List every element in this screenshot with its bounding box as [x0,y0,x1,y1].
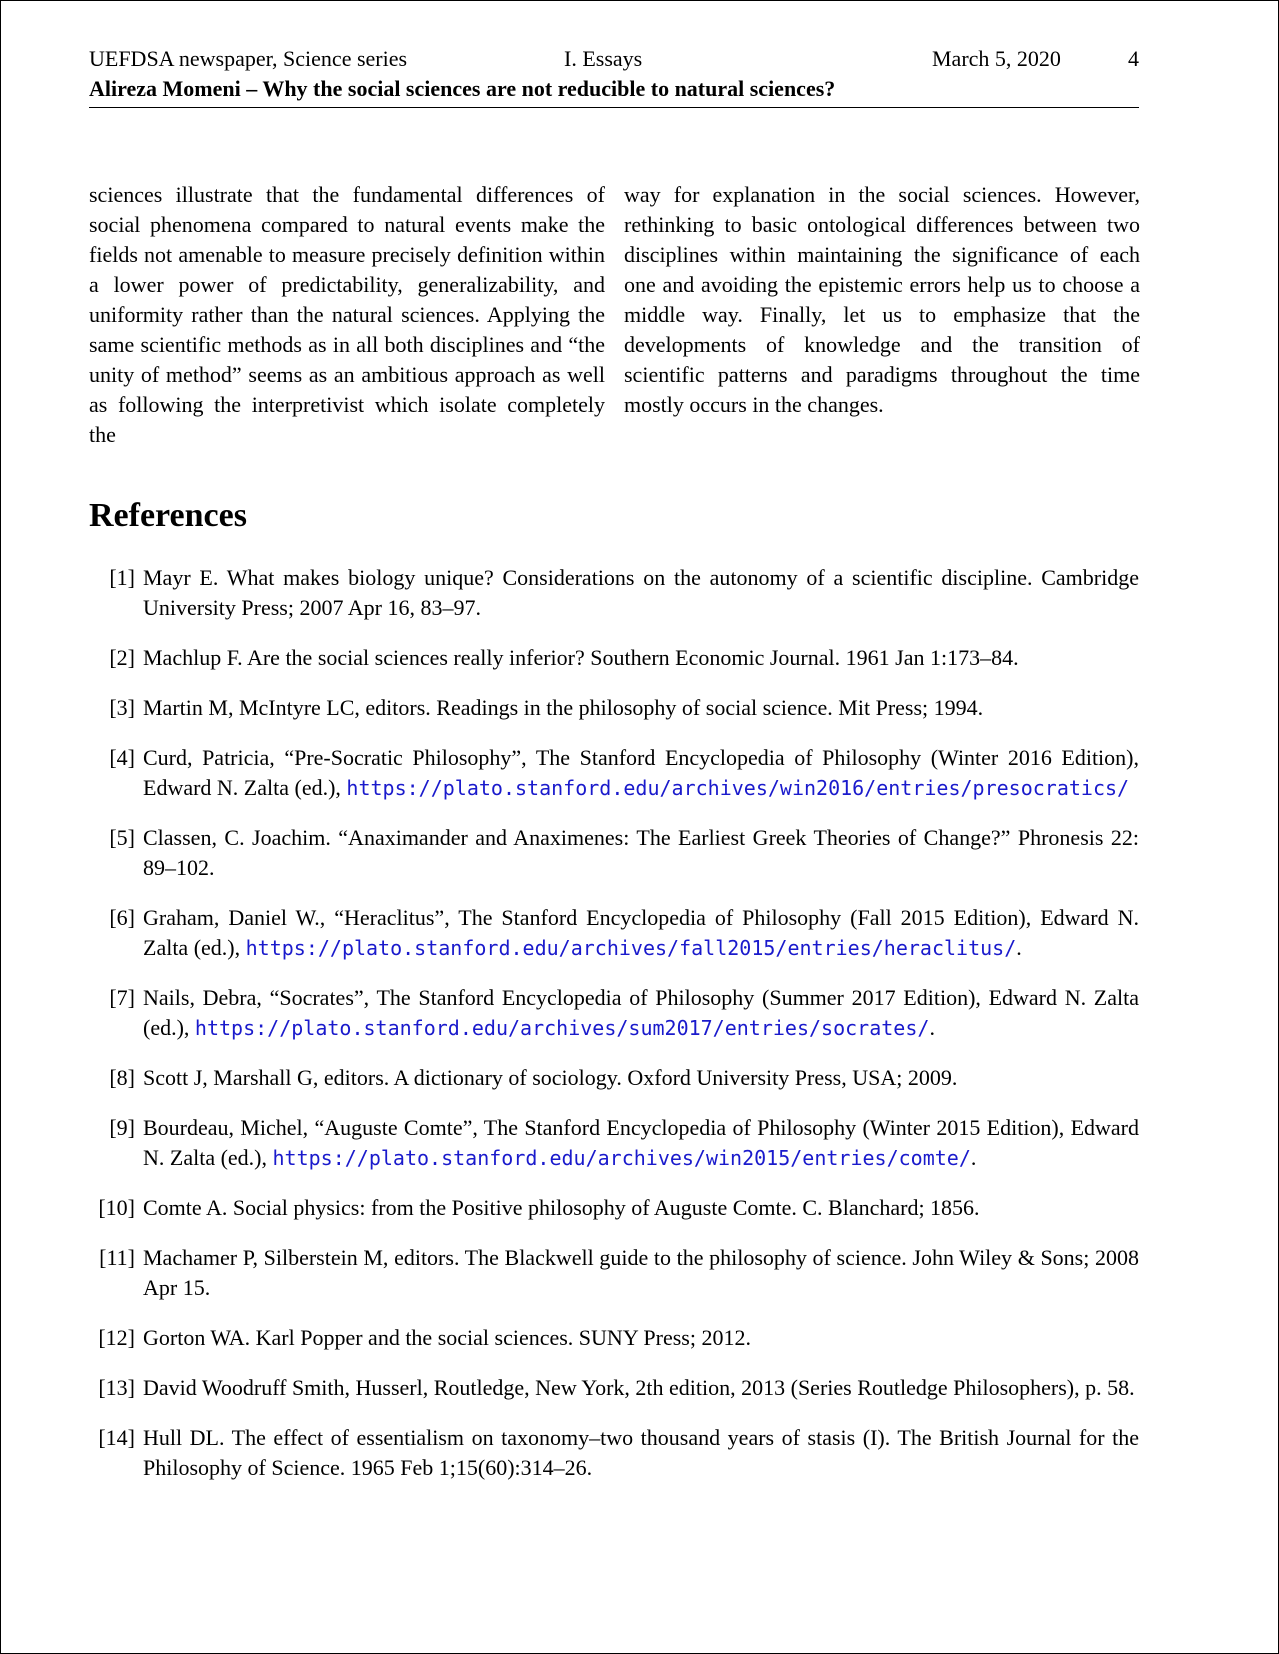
reference-number: [10] [98,1195,135,1220]
reference-tail: . [929,1015,935,1040]
reference-link[interactable]: https://plato.stanford.edu/archives/win2015/entries/comte/ [272,1146,971,1170]
reference-item [89,693,1139,723]
reference-item [89,563,1139,623]
reference-number: [7] [109,985,135,1010]
reference-text: Curd, Patricia, “Pre-Socratic Philosophy”, The Stanford Encyclopedia of Philosophy (Winter 2016 Edition), Edward N. Zalta (ed.), [143,745,1139,800]
header-rule [89,107,1139,108]
reference-link[interactable]: https://plato.stanford.edu/archives/win2016/entries/presocratics/ [346,776,1130,800]
reference-item [89,1193,1139,1223]
reference-number: [11] [99,1245,135,1270]
reference-text: Machamer P, Silberstein M, editors. The Blackwell guide to the philosophy of science. John Wiley & Sons; 2008 Apr 15. [143,1245,1139,1300]
reference-text: Mayr E. What makes biology unique? Considerations on the autonomy of a scientific discipline. Cambridge University Press; 2007 Apr 16, 83–97. [143,565,1139,620]
reference-tail: . [970,1145,977,1170]
reference-item [89,743,1139,803]
reference-text: Hull DL. The effect of essentialism on taxonomy–two thousand years of stasis (I). The British Journal for the Philosophy of Science. 1965 Feb 1;15(60):314–26. [143,1425,1139,1480]
reference-number: [9] [109,1115,135,1140]
reference-text: David Woodruff Smith, Husserl, Routledge, New York, 2th edition, 2013 (Series Routledge Philosophers), p. 58. [143,1375,1135,1400]
reference-number: [4] [109,745,135,770]
reference-item [89,823,1139,883]
reference-text: Comte A. Social physics: from the Positive philosophy of Auguste Comte. C. Blanchard; 1856. [143,1195,980,1220]
reference-text: Bourdeau, Michel, “Auguste Comte”, The Stanford Encyclopedia of Philosophy (Winter 2015 Edition), Edward N. Zalta (ed.), [143,1115,1139,1170]
header-series: UEFDSA newspaper, Science series [89,46,408,71]
header-date: March 5, 2020 [932,46,1061,71]
header-section: I. Essays [564,46,643,71]
references-list [89,563,1139,1503]
reference-number: [13] [98,1375,135,1400]
header-meta-row [89,44,1139,74]
reference-number: [12] [98,1325,135,1350]
reference-link[interactable]: https://plato.stanford.edu/archives/fall2015/entries/heraclitus/ [245,936,1017,960]
article-title: Alireza Momeni – Why the social sciences are not reducible to natural sciences? [89,76,836,101]
reference-item [89,983,1139,1043]
reference-item [89,1063,1139,1093]
reference-item [89,1243,1139,1303]
reference-number: [3] [109,695,135,720]
reference-item [89,643,1139,673]
reference-number: [2] [109,645,135,670]
reference-text: Nails, Debra, “Socrates”, The Stanford Encyclopedia of Philosophy (Summer 2017 Edition), Edward N. Zalta (ed.), [143,985,1139,1040]
reference-text: Classen, C. Joachim. “Anaximander and Anaximenes: The Earliest Greek Theories of Change?” Phronesis 22: 89–102. [143,825,1139,880]
running-header [89,44,1139,104]
reference-item [89,1113,1139,1173]
reference-text: Gorton WA. Karl Popper and the social sciences. SUNY Press; 2012. [143,1325,751,1350]
reference-text: Scott J, Marshall G, editors. A dictionary of sociology. Oxford University Press, USA; 2009. [143,1065,958,1090]
reference-link[interactable]: https://plato.stanford.edu/archives/sum2017/entries/socrates/ [194,1016,930,1040]
reference-item [89,1323,1139,1353]
reference-item [89,1423,1139,1483]
reference-text: Machlup F. Are the social sciences really inferior? Southern Economic Journal. 1961 Jan 1:173–84. [143,645,1019,670]
reference-text: Martin M, McIntyre LC, editors. Readings in the philosophy of social science. Mit Press; 1994. [143,695,984,720]
reference-number: [6] [109,905,135,930]
reference-number: [8] [109,1065,135,1090]
left-column-text: sciences illustrate that the fundamental differences of social phenomena compared to natural events make the fields not amenable to measure precisely definition within a lower power of predictability, generalizability, and uniformity rather than the natural sciences. Applying the same scientific methods as in all both disciplines and “the unity of method” seems as an ambitious approach as well as following the interpretivist which isolate completely the [89,182,605,447]
reference-number: [1] [109,565,135,590]
reference-tail: . [1016,935,1022,960]
reference-item [89,1373,1139,1403]
reference-number: [14] [98,1425,135,1450]
reference-number: [5] [109,825,135,850]
reference-text: Graham, Daniel W., “Heraclitus”, The Stanford Encyclopedia of Philosophy (Fall 2015 Edition), Edward N. Zalta (ed.), [143,905,1139,960]
references-heading: References [89,497,247,534]
right-column-text: way for explanation in the social sciences. However, rethinking to basic ontological differences between two disciplines within maintaining the significance of each one and avoiding the epistemic errors help us to choose a middle way. Finally, let us to emphasize that the developments of knowledge and the transition of scientific patterns and paradigms throughout the time mostly occurs in the changes. [624,182,1140,417]
reference-item [89,903,1139,963]
page-number: 4 [1128,46,1139,71]
